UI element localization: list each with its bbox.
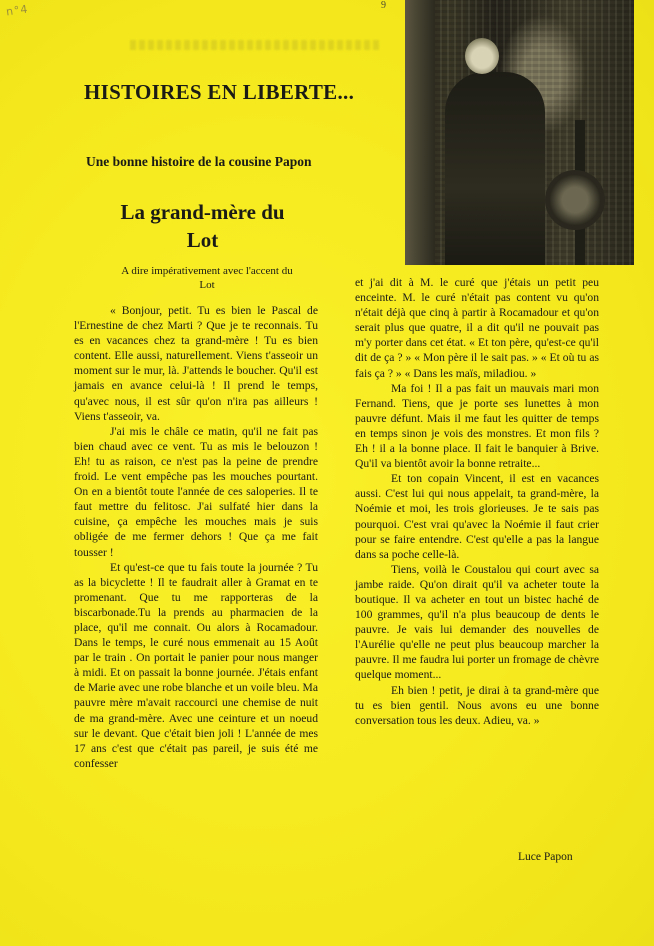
paragraph: Tiens, voilà le Coustalou qui court avec sa jambe raide. Qu'on dirait qu'il va acheter toute la boutique. Il va acheter en tout un bistec haché de 100 grammes, qu'il n'a plus beaucoup de dents le pauvre. Je vais lui demander des nouvelles de l'Aurélie qu'elle ne peut plus beaucoup marcher la pauvre. Il me faudra lui porter un fromage de chèvre quelque moment... — [355, 562, 599, 682]
paragraph: Eh bien ! petit, je dirai à ta grand-mère que tu es bien gentil. Nous avons eu une bonne conversation tous les deux. Adieu, va. » — [355, 683, 599, 727]
photo-face — [465, 38, 499, 74]
page-subtitle: Une bonne histoire de la cousine Papon — [86, 154, 312, 169]
handwritten-mark: n°4 — [5, 2, 30, 19]
story-note-line-2: Lot — [199, 279, 215, 291]
paragraph: « Bonjour, petit. Tu es bien le Pascal de l'Ernestine de chez Marti ? Que je te reconnais. Tu es en vacances chez ta grand-mère ! Tu es bien content. Elle aussi, naturellement. Viens t'asseoir un moment sur le mur, là. J'attends le boucher. Qu'il est jamais en avance celui-là ! Il prend le temps, qu'avec nous, il est sûr qu'on n'ira pas ailleurs ! Viens t'asseoir, va. — [74, 304, 318, 423]
page-number: 9 — [381, 0, 386, 11]
story-title — [80, 198, 325, 254]
paragraph: J'ai mis le châle ce matin, qu'il ne fait pas bien chaud avec ce vent. Tu as mis le belouzon ! Eh! tu as raison, ce n'est pas la peine de prendre froid. Le vent empêche pas les mouches pourtant. On en a bientôt toute l'année de ces saloperies. Il te faut mettre du felitosc. J'ai sulfaté hier dans la cuisine, ça empêche les mouches mais je suis obligée de me fermer dehors ! Que ça me fait tousser ! — [74, 424, 318, 559]
story-note-line-1: A dire impérativement avec l'accent du — [121, 265, 293, 277]
left-column — [74, 303, 318, 771]
story-note — [72, 264, 342, 292]
story-title-line-1: La grand-mère du — [120, 200, 285, 224]
photo-window — [405, 0, 435, 265]
right-column — [355, 275, 599, 728]
paragraph: Et qu'est-ce que tu fais toute la journée ? Tu as la bicyclette ! Il te faudrait aller à Gramat en te promenant. Que tu me rapporteras de la biscarbonade.Tu la prends au pharmacien de la place, qu'il me connait. Ou alors à Rocamadour. Dans le temps, le curé nous emmenait au 15 Août par le train . On portait le panier pour nous manger à midi. Et on passait la bonne journée. J'étais enfant de Marie avec une robe blanche et un voile bleu. Ma pauvre mère m'avait raccourci une chemise de nuit de ma grand-mère. Avec une ceinture et un noeud sur le devant. Que c'était bien joli ! L'année de mes 17 ans c'est que c'était pas pareil, je suis été me confesser — [74, 560, 318, 770]
photo-figure — [445, 72, 545, 265]
old-woman-photo — [405, 0, 634, 265]
author-signature: Luce Papon — [518, 851, 573, 863]
photo-stove — [545, 170, 605, 230]
bleed-through-text — [130, 40, 380, 50]
paragraph: Et ton copain Vincent, il est en vacances aussi. C'est lui qui nous appelait, ta grand-mère, la Noémie et moi, les trois glorieuses. Je te sais pas pourquoi. C'est vrai qu'avec la Noémie il faut crier pour se faire entendre. C'est qu'elle a pas la langue dans sa poche celle-là. — [355, 472, 599, 561]
story-title-line-2: Lot — [186, 228, 219, 252]
page-title: HISTOIRES EN LIBERTE... — [84, 80, 355, 104]
paragraph: et j'ai dit à M. le curé que j'étais un petit peu enceinte. M. le curé n'était pas content vu qu'on n'était déjà que cinq à partir à Rocamadour et qu'on serait plus que quatre, il a dit qu'il ne pouvait pas m'y porter dans cet état. « Et ton père, qu'est-ce qu'il dit de ça ? » « Mon père il le sait pas. » « Et où tu as fais ça ? » « Dans les maïs, miladiou. » — [355, 276, 599, 380]
paragraph: Ma foi ! Il a pas fait un mauvais mari mon Fernand. Tiens, que je porte ses lunettes à mon pauvre défunt. Mais il me faut les quitter de temps en temps sinon je vois des monstres. Et mon fils ? Eh ! il a la bonne place. Il fait le banquier à Brive. Qu'il va bientôt avoir la bonne retraite... — [355, 381, 599, 471]
